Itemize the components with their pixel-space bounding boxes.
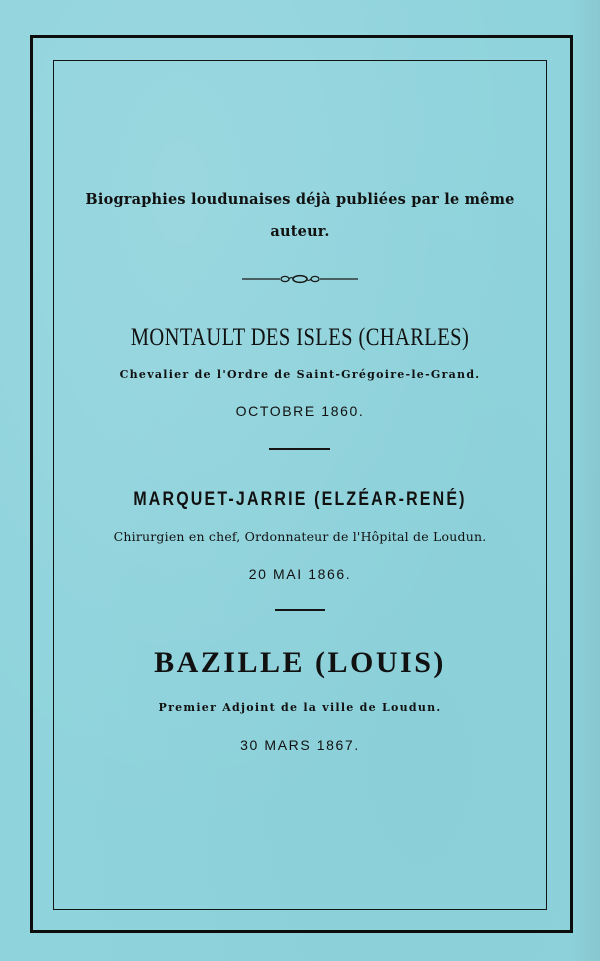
entry-2-subtitle: Chirurgien en chef, Ordonnateur de l'Hôpital de Loudun. <box>113 529 487 544</box>
entry-3-date: 30 MARS 1867. <box>240 737 360 753</box>
entry-2-date: 20 MAI 1866. <box>248 566 352 582</box>
entry-3-subtitle: Premier Adjoint de la ville de Loudun. <box>158 700 442 714</box>
separator-rule-2 <box>275 609 325 611</box>
entry-1-name: MONTAULT DES ISLES (CHARLES) <box>130 324 470 351</box>
flourish-ornament-icon <box>240 273 360 285</box>
intro-heading <box>54 184 546 248</box>
entry-2-name: MARQUET-JARRIE (ELZÉAR-RENÉ) <box>133 489 467 510</box>
entry-3-name: BAZILLE (LOUIS) <box>154 646 446 679</box>
intro-line-1: Biographies loudunaises déjà publiées par le même <box>85 191 515 208</box>
entry-1-date: OCTOBRE 1860. <box>235 403 365 419</box>
intro-line-2: auteur. <box>270 223 330 240</box>
entry-1-subtitle: Chevalier de l'Ordre de Saint-Grégoire-le-Grand. <box>119 367 481 381</box>
separator-rule-1 <box>269 448 330 450</box>
